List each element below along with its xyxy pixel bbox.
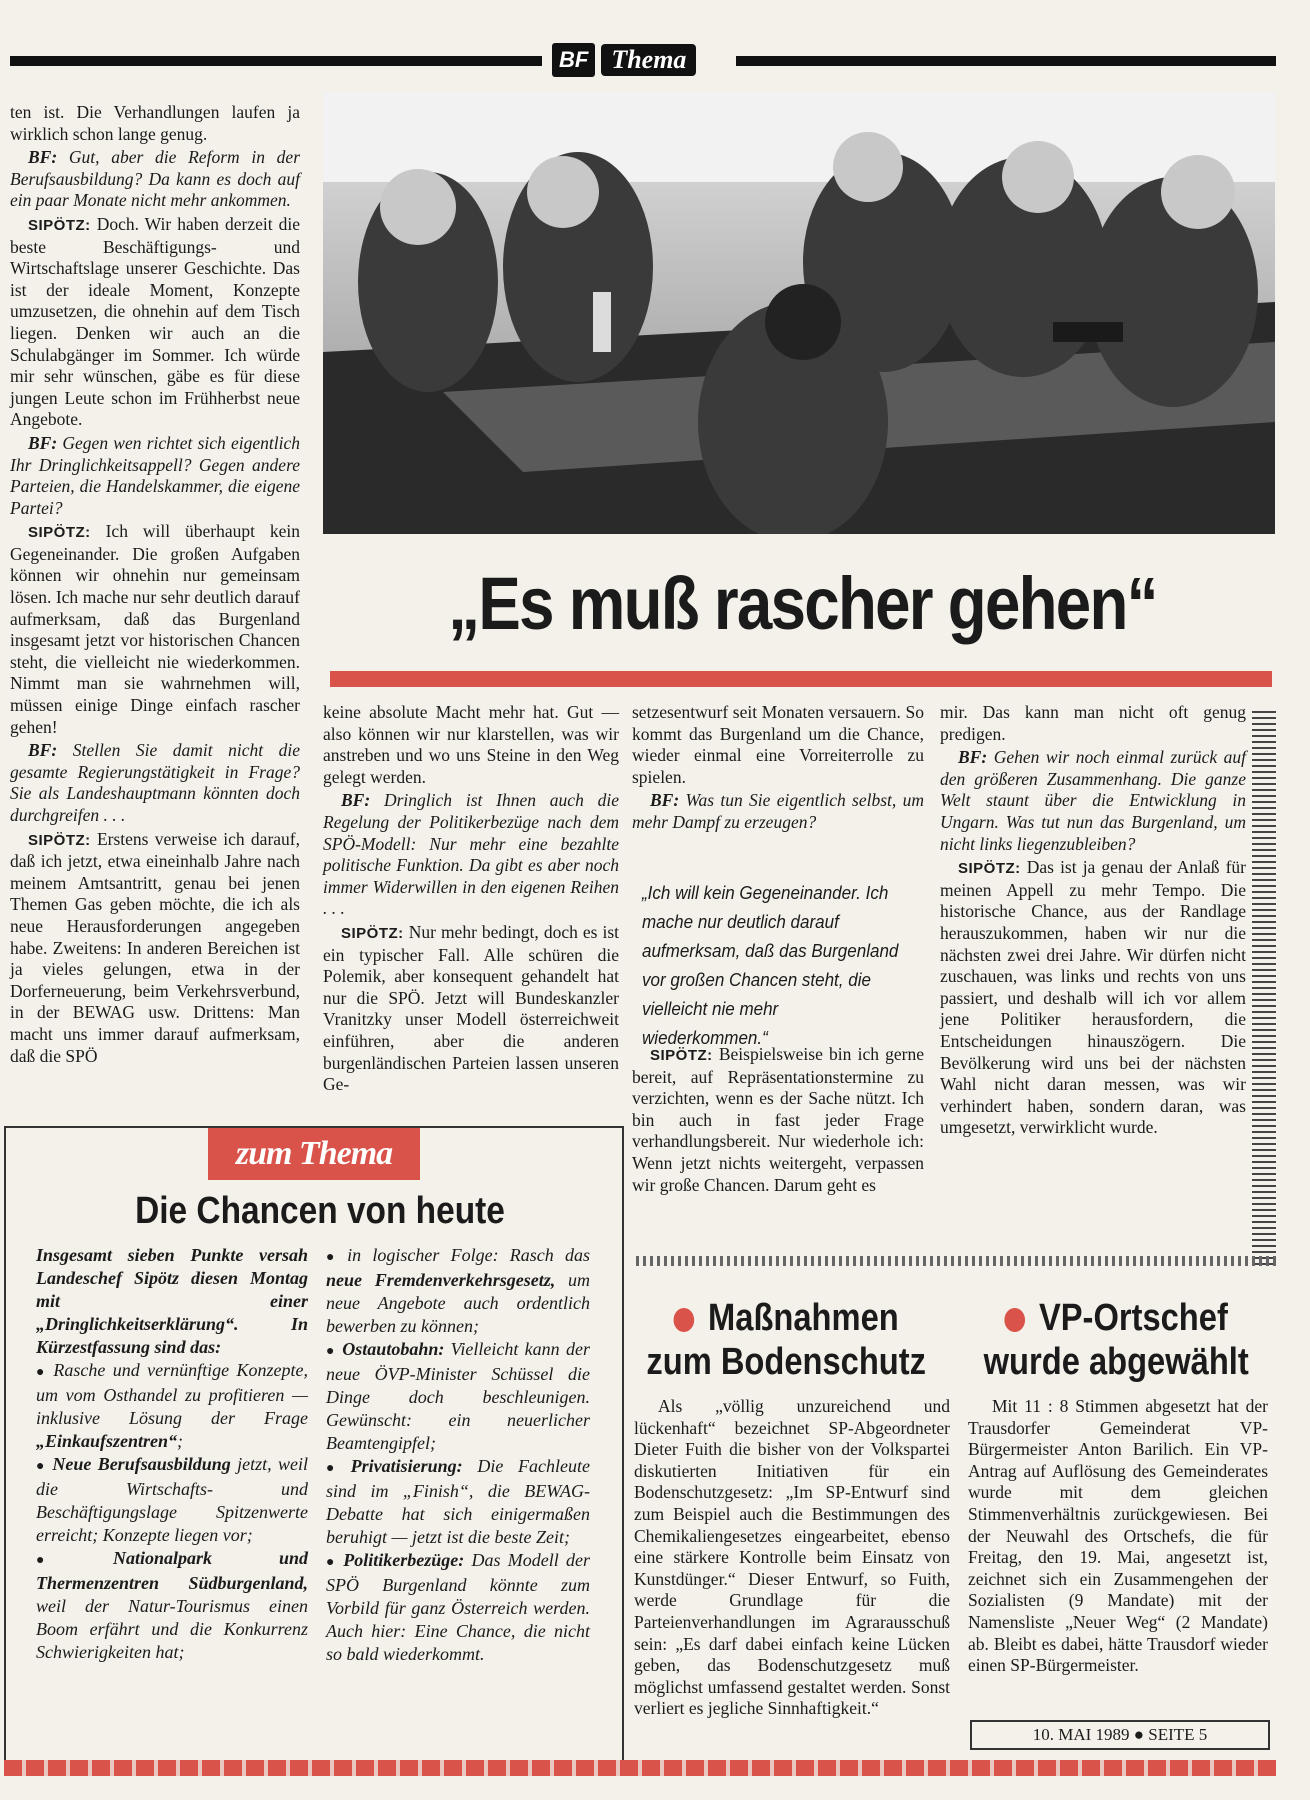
paragraph <box>940 857 1246 1139</box>
story1-title-text1: Maßnahmen <box>708 1297 899 1339</box>
item-text: um neue Angebote auch ordentlich bewerben zu können; <box>326 1270 591 1336</box>
paragraph-text: Was tun Sie eigentlich selbst, um mehr Dampf zu erzeugen? <box>632 790 925 832</box>
paragraph <box>10 829 300 1068</box>
bullet-icon: ● <box>326 1555 338 1570</box>
page-dateline: 10. MAI 1989 ● SEITE 5 <box>970 1720 1270 1750</box>
speaker-sipoetz: SIPÖTZ: <box>28 216 91 234</box>
hatch-border-horizontal <box>636 1256 1276 1266</box>
sidebar-column-right <box>326 1244 590 1666</box>
bullet-icon: ● <box>326 1344 337 1359</box>
bullet-icon: ● <box>326 1461 345 1476</box>
paragraph-text: Das ist ja genau der Anlaß für meinen Appell zu mehr Tempo. Die historische Chance, aus der Randlage herauszukommen, haben wir nur die nächsten zwei drei Jahre. Wir dürfen nicht zuschauen, was links und rechts von uns passiert, und deshalb will ich vor allem jene Politiker herausfordern, die Entscheidungen hinauszögern. Die Bevölkerung wird uns bei der nächsten Wahl nicht daran messen, was wir verhindert haben, sondern daran, was umgesetzt, verwirklicht wurde. <box>940 857 1247 1138</box>
item-keyword: „Einkaufszentren“ <box>36 1431 178 1451</box>
story1-body: Als „völlig unzureichend und lückenhaft“ bezeichnet SP-Abgeordneter Dieter Fuith die bisher von der Volkspartei diskutierten Initiativen für ein Bodenschutzgesetz: „Im SP-Entwurf sind zum Beispiel auch die Bestimmungen des Chemikaliengesetzes eingearbeitet, ebenso eine stärkere Kontrolle beim Einsatz von Kunstdünger.“ Dieser Entwurf, so Fuith, werde Grundlage für die Parteienverhandlungen im Agrarausschuß sein: „Es darf dabei einfach keine Lücken geben, das Bodenschutzgesetz muß möglichst umfassend gestaltet werden. Sonst verliert es jegliche Sinnhaftigkeit.“ <box>634 1396 950 1719</box>
speaker-sipoetz: SIPÖTZ: <box>650 1047 713 1064</box>
speaker-bf: BF: <box>958 747 988 768</box>
story2-title <box>970 1296 1262 1384</box>
paragraph <box>10 214 300 431</box>
bullet-icon: ● <box>36 1459 47 1474</box>
item-keyword: Privatisierung: <box>350 1456 463 1476</box>
item-keyword: neue Fremdenverkehrsgesetz, <box>326 1270 556 1290</box>
paragraph <box>632 790 924 833</box>
speaker-bf: BF: <box>341 790 371 811</box>
sidebar-list-item <box>36 1359 308 1453</box>
speaker-bf: BF: <box>28 432 58 453</box>
logo-thema: Thema <box>601 44 696 76</box>
item-keyword: Neue Berufsausbildung <box>52 1454 231 1474</box>
sidebar-list-item <box>326 1338 590 1455</box>
story2-title-text1: VP-Ortschef <box>1038 1297 1228 1339</box>
bullet-icon: ● <box>326 1250 342 1265</box>
speaker-sipoetz: SIPÖTZ: <box>28 831 91 849</box>
sidebar-list-item <box>326 1549 590 1666</box>
sidebar-list-item <box>326 1455 590 1549</box>
bullet-icon: ● <box>36 1553 107 1568</box>
item-text: Die Fachleute sind im „Finish“, die BEWAG-Debatte hat sich einigermaßen beruhigt — jetzt ist die beste Zeit; <box>326 1456 590 1547</box>
speaker-bf: BF: <box>28 740 58 761</box>
bullet-icon: ● <box>36 1365 48 1380</box>
paragraph-text: Beispielsweise bin ich gerne bereit, auf Repräsentationstermine zu verzichten, wenn es der Sache nützt. Ich bin auch in fast jeder Frage verhandlungsbereit. Nur wiederhole ich: Wenn jetzt nichts weitergeht, verpassen wir große Chancen. Darum geht es <box>632 1044 924 1195</box>
speaker-bf: BF: <box>28 147 58 168</box>
paragraph-text: mir. Das kann man nicht oft genug predigen. <box>940 702 1246 744</box>
story1-title <box>640 1296 932 1384</box>
paragraph <box>323 702 619 788</box>
paragraph-text: Erstens verweise ich darauf, daß ich jetzt, etwa eineinhalb Jahre nach meinem Amtsantritt, genau bei jenen Themen Gas geben möchte, die ich als neue Herausforderungen angegeben habe. Zweitens: In anderen Bereichen ist ja vieles gelungen, etwa in der Dorferneuerung, beim Verkehrsverbund, in der BEWAG usw. Drittens: Man macht uns immer darauf aufmerksam, daß die SPÖ <box>10 828 300 1066</box>
paragraph-text: Ich will überhaupt kein Gegeneinander. Die großen Aufgaben können wir ohnehin nur gemeinsam lösen. Ich mache nur sehr deutlich darauf aufmerksam, daß das Burgenland insgesamt jetzt vor historischen Chancen steht, die vielleicht nie wiederkommen. Nimmt man sie wahrnehmen will, müssen einige Dinge einfach rascher gehen! <box>10 521 300 737</box>
item-keyword: Ostautobahn: <box>342 1339 445 1359</box>
paragraph-text: Stellen Sie damit nicht die gesamte Regierungstätigkeit in Frage? Sie als Landeshauptmann könnten doch durchgreifen . . . <box>10 740 300 825</box>
item-text: Rasche und vernünftige Konzepte, um vom Osthandel zu profitieren — inklusive Lösung der Frage <box>36 1360 308 1428</box>
header-rule-left <box>10 56 542 66</box>
paragraph-text: Gegen wen richtet sich eigentlich Ihr Dringlichkeitsappell? Gegen andere Parteien, die Handelskammer, die eigene Partei? <box>10 432 301 518</box>
paragraph <box>10 102 300 145</box>
paragraph-text: setzesentwurf seit Monaten versauern. So kommt das Burgenland um die Chance, wieder einmal eine Vorreiterrolle zu spielen. <box>632 702 924 787</box>
sidebar-intro: Insgesamt sieben Punkte versah Landeschef Sipötz diesen Montag mit einer „Dringlichkeitserklärung“. In Kürzestfassung sind das: <box>36 1245 308 1357</box>
item-text: jetzt, weil die Wirtschafts- und Beschäftigungslage Spitzenwerte erreicht; Konzepte liegen vor; <box>36 1454 308 1545</box>
hatch-border-vertical <box>1252 710 1276 1265</box>
red-bullet-icon <box>674 1308 695 1332</box>
paragraph <box>940 747 1246 855</box>
paragraph <box>10 433 300 519</box>
story2-title-line1 <box>970 1296 1262 1340</box>
logo-bf: BF <box>552 43 595 77</box>
story2-body: Mit 11 : 8 Stimmen abgesetzt hat der Trausdorfer Gemeinderat VP-Bürgermeister Anton Barilich. Ein VP-Antrag auf Auflösung des Gemeinderates wurde mit dem gleichen Stimmenverhältnis zurückgewiesen. Bei der Neuwahl des Ortschefs, die für Freitag, den 19. Mai, angesetzt ist, zeichnet sich ein Zusammengehen der Sozialisten (9 Mandate) mit der Namensliste „Neuer Weg“ (2 Mandate) ab. Bleibt es dabei, hätte Trausdorf wieder einen SP-Bürgermeister. <box>968 1396 1268 1676</box>
paragraph-text: Gehen wir noch einmal zurück auf den größeren Zusammenhang. Die ganze Welt staunt über die Entwicklung in Ungarn. Was tut nun das Burgenland, um nicht links liegenzubleiben? <box>940 747 1247 854</box>
item-text: Das Modell der SPÖ Burgenland könnte zum Vorbild für ganz Österreich werden. Auch hier: Eine Chance, die nicht so bald wiederkommt. <box>326 1550 590 1664</box>
speaker-sipoetz: SIPÖTZ: <box>958 860 1021 878</box>
pull-quote: „Ich will kein Gegeneinander. Ich mache nur deutlich darauf aufmerksam, daß das Burgenland vor großen Chancen steht, die vielleicht nie mehr wiederkommen.“ <box>642 882 899 1048</box>
photo-illustration <box>323 92 1275 534</box>
paragraph-text: Nur mehr bedingt, doch es ist ein typischer Fall. Alle schüren die Polemik, aber konsequent gehandelt hat nur die SPÖ. Jetzt will Bundeskanzler Vranitzky unser Modell österreichweit einführen, aber die anderen burgenländischen Parteien lassen unseren Ge- <box>323 921 620 1095</box>
item-text: weil der Natur-Tourismus einen Boom erfährt und die Konkurrenz Schwierigkeiten hat; <box>36 1596 308 1662</box>
paragraph <box>940 702 1246 745</box>
story2-title-line2: wurde abgewählt <box>983 1341 1249 1383</box>
paragraph-text: ten ist. Die Verhandlungen laufen ja wirklich schon lange genug. <box>10 102 300 144</box>
interview-photo <box>323 92 1275 534</box>
sidebar-title: Die Chancen von heute <box>135 1190 505 1232</box>
item-text: Vielleicht kann der neue ÖVP-Minister Schüssel die Dinge doch beschleunigen. Gewünscht: ein neuerlicher Beamtengipfel; <box>326 1339 590 1453</box>
headline-red-rule <box>330 671 1272 687</box>
paragraph <box>632 1044 924 1196</box>
sidebar-list-item <box>36 1547 308 1664</box>
sidebar-column-left <box>36 1244 308 1664</box>
paragraph <box>323 922 619 1096</box>
story1-title-line1 <box>640 1296 932 1340</box>
paragraph <box>323 790 619 920</box>
article-column-3 <box>632 702 924 836</box>
story1-title-line2: zum Bodenschutz <box>646 1341 927 1383</box>
paragraph <box>632 702 924 788</box>
paragraph-text: keine absolute Macht mehr hat. Gut — also können wir nur klarstellen, was wir anstreben und wo uns Steine in den Weg gelegt werden. <box>323 702 619 787</box>
item-keyword: Nationalpark und Thermenzentren Südburgenland, <box>36 1548 308 1593</box>
paragraph-text: Doch. Wir haben derzeit die beste Beschäftigungs- und Wirtschaftslage unserer Geschichte. Das ist der ideale Moment, Konzepte umzusetzen, die ohnehin auf dem Tisch liegen. Denken wir auch an die Schulabgänger im Sommer. Ich würde mir sehr wünschen, gäbe es für diese jungen Leute schon im Frühherbst neue Angebote. <box>10 213 300 430</box>
bottom-red-rule <box>4 1760 1276 1776</box>
article-column-1 <box>10 102 300 1069</box>
paragraph-text: Gut, aber die Reform in der Berufsausbildung? Da kann es doch auf ein paar Monate nicht mehr ankommen. <box>10 147 300 211</box>
article-column-2 <box>323 702 619 1098</box>
speaker-bf: BF: <box>650 790 680 811</box>
header-rule-right <box>736 56 1276 66</box>
paragraph <box>10 521 300 738</box>
red-bullet-icon <box>1005 1308 1026 1332</box>
sidebar-list-item <box>36 1453 308 1547</box>
item-text: in logischer Folge: Rasch das <box>347 1245 590 1265</box>
section-logo <box>552 42 728 78</box>
sidebar-kicker: zum Thema <box>208 1128 420 1180</box>
sidebar-list-item <box>326 1244 590 1338</box>
paragraph-text: Dringlich ist Ihnen auch die Regelung der Politikerbezüge nach dem SPÖ-Modell: Nur mehr eine bezahlte politische Funktion. Da gibt es aber noch immer Widerwillen in den eigenen Reihen . . . <box>323 790 619 919</box>
item-text: ; <box>177 1431 184 1451</box>
item-keyword: Politikerbezüge: <box>343 1550 465 1570</box>
paragraph <box>10 740 300 826</box>
article-column-3-continued <box>632 1044 924 1198</box>
speaker-sipoetz: SIPÖTZ: <box>341 924 404 942</box>
speaker-sipoetz: SIPÖTZ: <box>28 524 91 542</box>
article-column-4 <box>940 702 1246 1141</box>
paragraph <box>10 147 300 212</box>
headline: „Es muß rascher gehen“ <box>448 562 1157 645</box>
